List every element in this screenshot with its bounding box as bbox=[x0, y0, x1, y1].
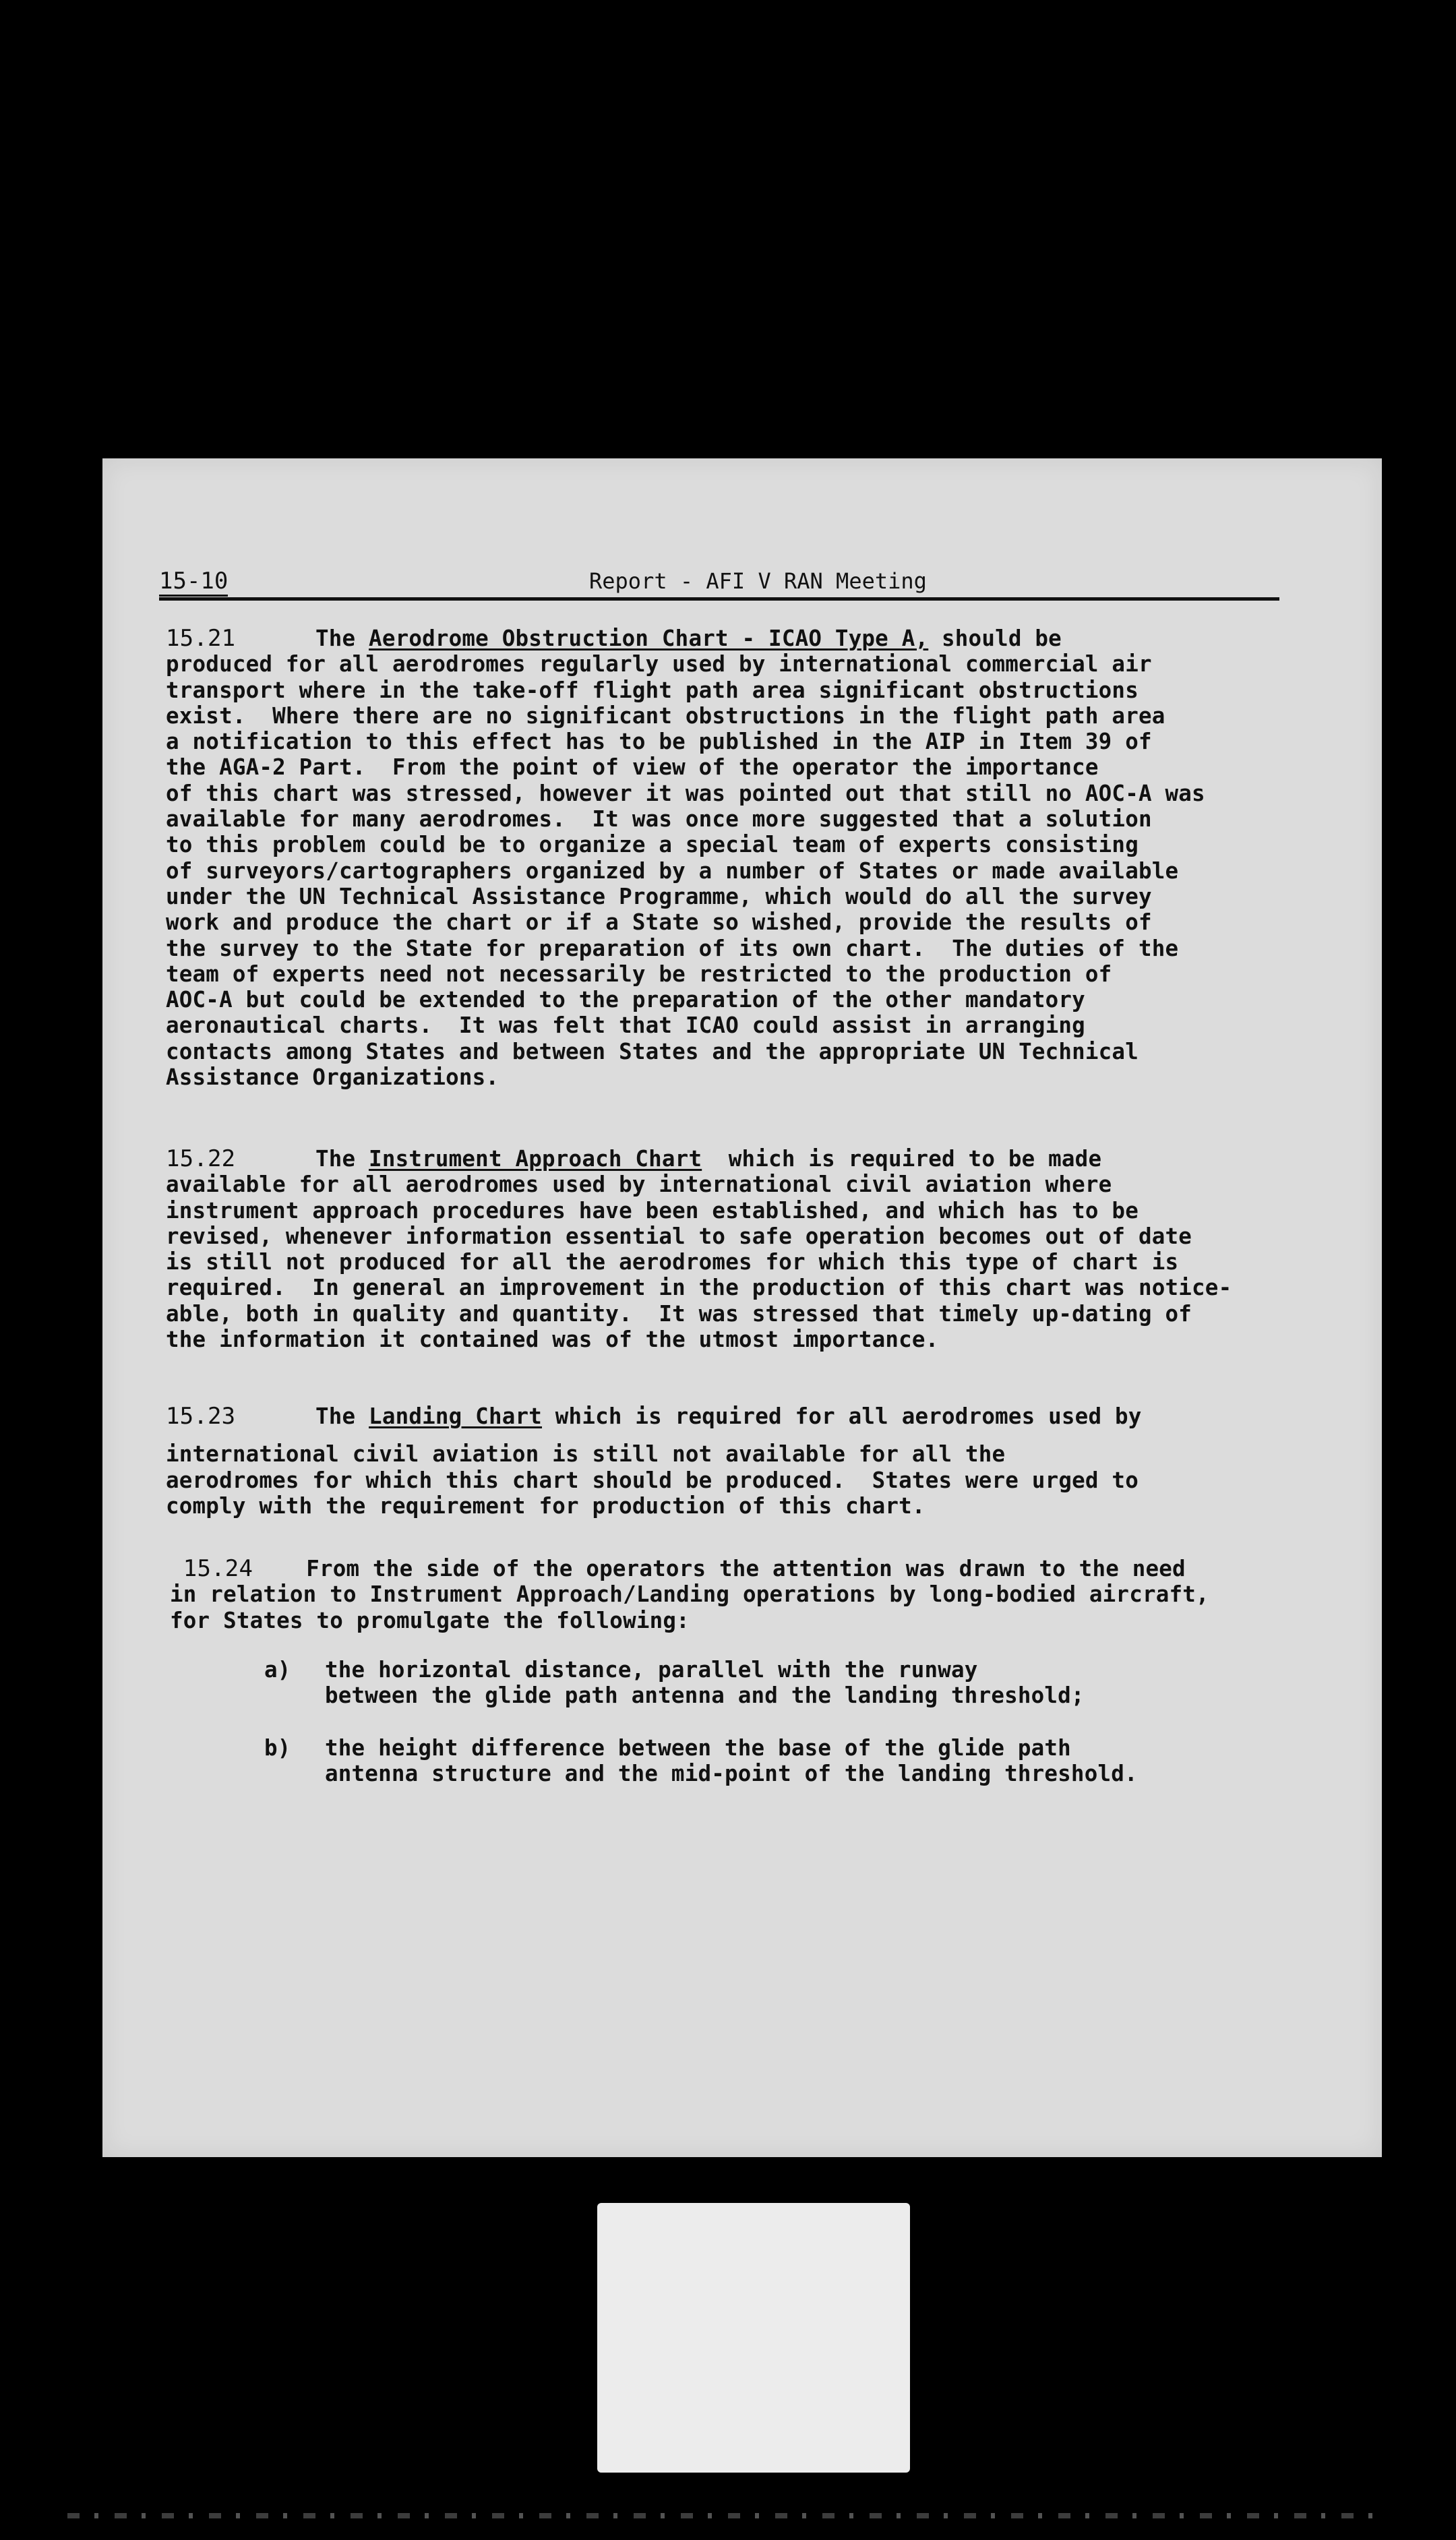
paragraph-intro: The bbox=[315, 626, 369, 651]
paragraph-first-line bbox=[166, 626, 1312, 651]
text-line: instrument approach procedures have been established, and which has to be bbox=[166, 1197, 1139, 1223]
text-line: revised, whenever information essential to safe operation becomes out of date bbox=[166, 1223, 1192, 1249]
chart-name-underlined: Landing Chart bbox=[369, 1403, 543, 1429]
list-item-label: a) bbox=[264, 1657, 291, 1683]
paragraph-first-line bbox=[170, 1556, 1316, 1581]
paragraph-number: 15.23 bbox=[166, 1403, 236, 1430]
text-line: available for many aerodromes. It was once more suggested that a solution bbox=[166, 806, 1152, 833]
paragraph-15-24 bbox=[170, 1556, 1316, 1633]
text-line: under the UN Technical Assistance Programme, which would do all the survey bbox=[166, 883, 1152, 909]
text-line: comply with the requirement for production of this chart. bbox=[166, 1492, 926, 1519]
text-line: international civil aviation is still not available for all the bbox=[166, 1441, 1006, 1468]
paragraph-intro-tail: should be bbox=[928, 626, 1062, 651]
report-title: Report - AFI V RAN Meeting bbox=[589, 568, 927, 594]
text-line: transport where in the take-off flight path area significant obstructions bbox=[166, 677, 1139, 703]
page-number: 15-10 bbox=[159, 568, 228, 597]
list-item-label: b) bbox=[264, 1735, 291, 1761]
paragraph-first-line bbox=[166, 1403, 1312, 1429]
paragraph-15-22 bbox=[166, 1146, 1312, 1352]
text-line: for States to promulgate the following: bbox=[170, 1607, 690, 1633]
paragraph-intro: The bbox=[315, 1403, 369, 1429]
text-line: produced for all aerodromes regularly used by international commercial air bbox=[166, 651, 1152, 677]
text-line: contacts among States and between States and the appropriate UN Technical bbox=[166, 1038, 1139, 1064]
text-line: team of experts need not necessarily be restricted to the production of bbox=[166, 961, 1112, 987]
text-line: of this chart was stressed, however it was pointed out that still no AOC-A was bbox=[166, 780, 1205, 806]
list-item-b bbox=[264, 1735, 1269, 1787]
text-line: the information it contained was of the utmost importance. bbox=[166, 1327, 939, 1353]
blank-card bbox=[597, 2203, 910, 2473]
text-line: able, both in quality and quantity. It was stressed that timely up-dating of bbox=[166, 1300, 1192, 1327]
paragraph-number: 15.22 bbox=[166, 1145, 236, 1172]
text-line: work and produce the chart or if a State so wished, provide the results of bbox=[166, 909, 1152, 936]
paragraph-number: 15.21 bbox=[166, 625, 236, 652]
text-line: AOC-A but could be extended to the preparation of the other mandatory bbox=[166, 987, 1085, 1013]
list-item-a bbox=[264, 1657, 1269, 1709]
paragraph-intro: The bbox=[315, 1146, 369, 1172]
paragraph-first-line bbox=[166, 1146, 1312, 1172]
text-line: Assistance Organizations. bbox=[166, 1064, 499, 1091]
page-header bbox=[159, 568, 1279, 601]
text-line: antenna structure and the mid-point of the landing threshold. bbox=[325, 1761, 1138, 1787]
chart-name-underlined: Aerodrome Obstruction Chart - ICAO Type A, bbox=[369, 626, 929, 651]
text-line: to this problem could be to organize a special team of experts consisting bbox=[166, 832, 1139, 858]
text-line: aerodromes for which this chart should be produced. States were urged to bbox=[166, 1467, 1139, 1493]
paragraph-number: 15.24 bbox=[183, 1555, 253, 1582]
paragraph-15-23 bbox=[166, 1403, 1312, 1519]
text-line: a notification to this effect has to be published in the AIP in Item 39 of bbox=[166, 729, 1152, 755]
paragraph-15-21 bbox=[166, 626, 1312, 1090]
text-line: the height difference between the base of the glide path bbox=[325, 1735, 1071, 1761]
text-line: aeronautical charts. It was felt that ICAO could assist in arranging bbox=[166, 1012, 1085, 1039]
text-line: the survey to the State for preparation of its own chart. The duties of the bbox=[166, 935, 1179, 961]
paragraph-intro-tail: which is required for all aerodromes used by bbox=[542, 1403, 1142, 1429]
text-line: in relation to Instrument Approach/Landing operations by long-bodied aircraft, bbox=[170, 1581, 1209, 1608]
text-line: available for all aerodromes used by international civil aviation where bbox=[166, 1172, 1112, 1198]
paragraph-intro-tail: which is required to be made bbox=[702, 1146, 1102, 1172]
text-line: the horizontal distance, parallel with the runway bbox=[325, 1657, 978, 1683]
paragraph-intro: From the side of the operators the attention was drawn to the need bbox=[306, 1556, 1186, 1581]
film-edge-marks bbox=[67, 2513, 1389, 2518]
text-line: required. In general an improvement in the production of this chart was notice- bbox=[166, 1275, 1232, 1301]
chart-name-underlined: Instrument Approach Chart bbox=[369, 1146, 702, 1172]
text-line: is still not produced for all the aerodromes for which this type of chart is bbox=[166, 1249, 1179, 1275]
text-line: between the glide path antenna and the landing threshold; bbox=[325, 1683, 1085, 1709]
text-line: the AGA-2 Part. From the point of view of the operator the importance bbox=[166, 754, 1099, 781]
text-line: exist. Where there are no significant obstructions in the flight path area bbox=[166, 702, 1165, 729]
text-line: of surveyors/cartographers organized by a number of States or made available bbox=[166, 857, 1179, 884]
document-page bbox=[102, 458, 1382, 2157]
